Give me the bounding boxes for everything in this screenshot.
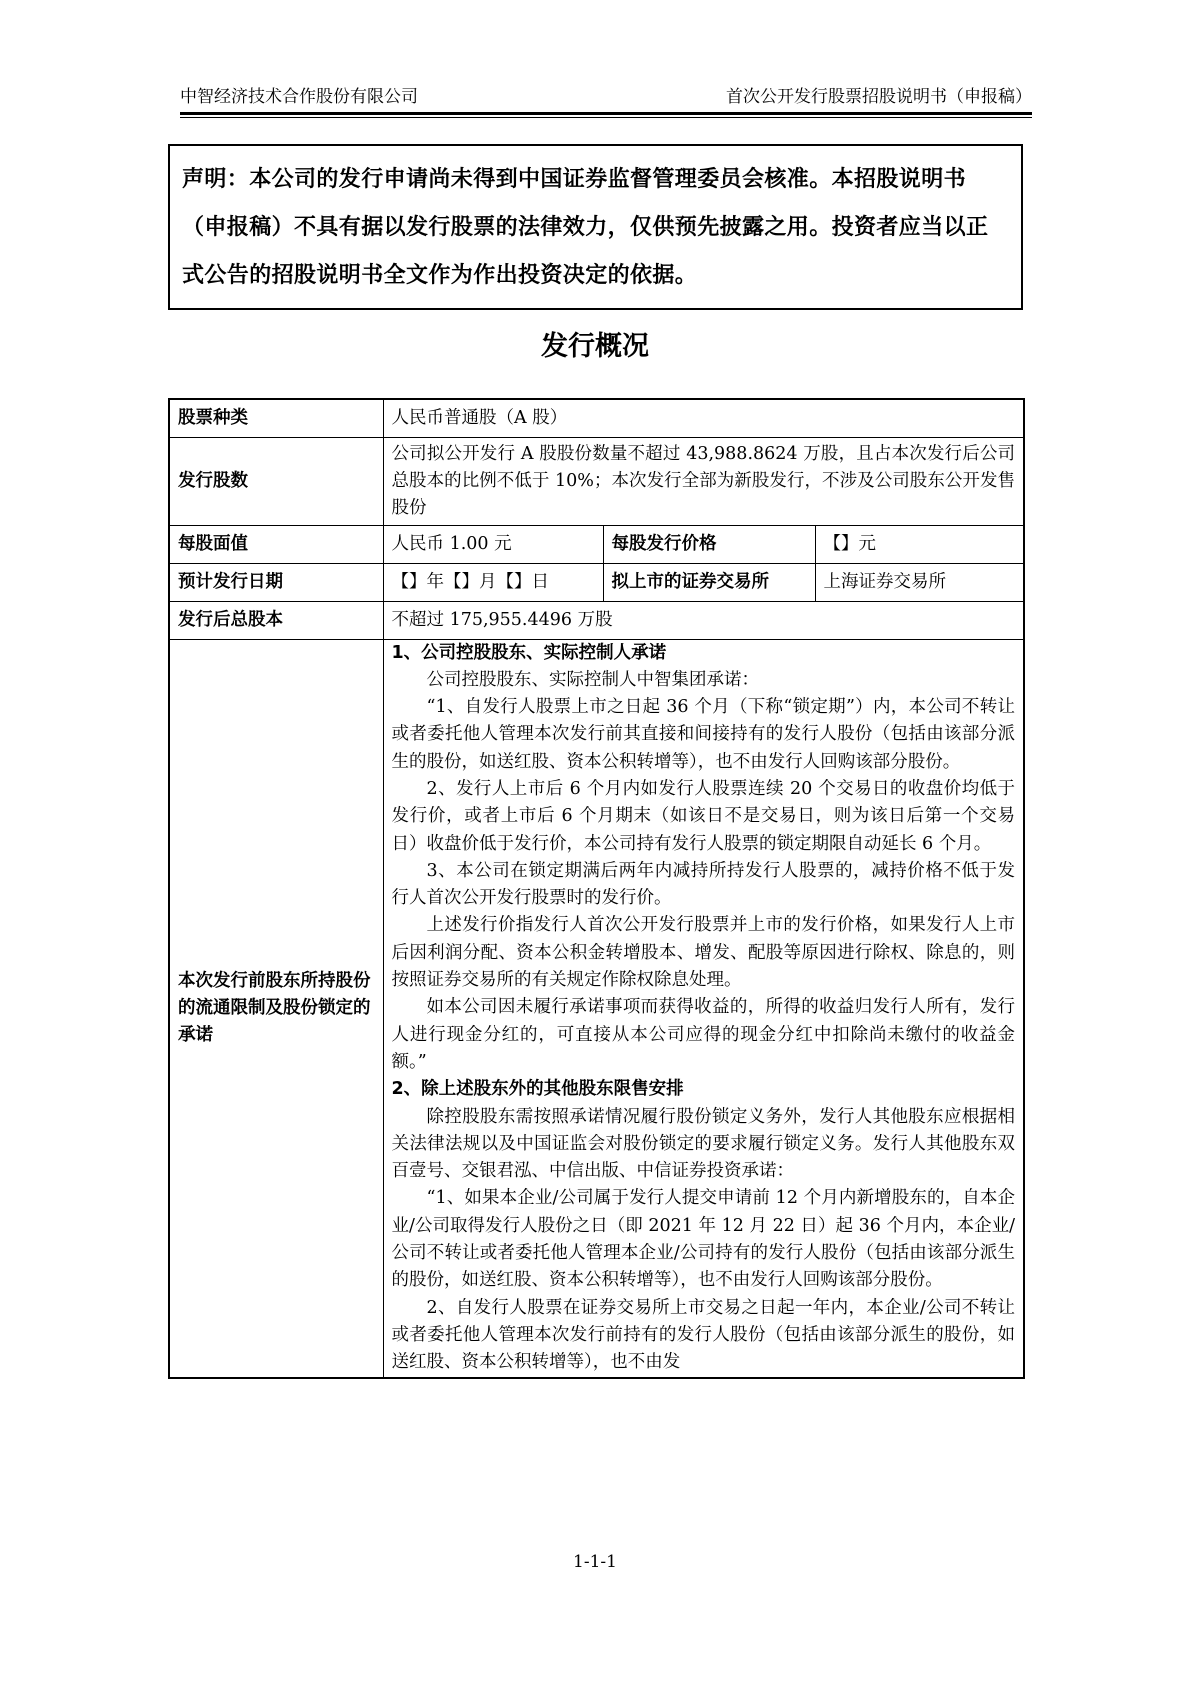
lockup-paragraph: 除控股股东需按照承诺情况履行股份锁定义务外，发行人其他股东应根据相关法律法规以及中国证监会对股份锁定的要求履行锁定义务。发行人其他股东双百壹号、交银君泓、中信出版、中信证券投资承诺： — [391, 1106, 1016, 1182]
header-rule-thin — [180, 117, 1032, 118]
total-shares-value: 不超过 175,955.4496 万股 — [383, 601, 1024, 639]
page-header — [180, 82, 1032, 112]
header-document-title: 首次公开发行股票招股说明书（申报稿） — [726, 87, 1032, 107]
exchange-value: 上海证券交易所 — [815, 563, 1024, 601]
lockup-paragraph: 2、自发行人股票在证券交易所上市交易之日起一年内，本企业/公司不转让或者委托他人管理本次发行前持有的发行人股份（包括由该部分派生的股份，如送红股、资本公积转增等），也不由发 — [391, 1297, 1016, 1373]
issue-shares-label: 发行股数 — [169, 437, 383, 525]
table-row — [169, 525, 1024, 563]
issue-price-label: 每股发行价格 — [603, 525, 815, 563]
lockup-paragraph: 2、发行人上市后 6 个月内如发行人股票连续 20 个交易日的收盘价均低于发行价，或者上市后 6 个月期末（如该日不是交易日，则为该日后第一个交易日）收盘价低于发行价，本公司持有发行人股票的锁定期限自动延长 6 个月。 — [391, 778, 1016, 854]
disclaimer-notice: 声明：本公司的发行申请尚未得到中国证券监督管理委员会核准。本招股说明书（申报稿）不具有据以发行股票的法律效力，仅供预先披露之用。投资者应当以正式公告的招股说明书全文作为作出投资决定的依据。 — [168, 144, 1023, 310]
table-row — [169, 399, 1024, 437]
page-title: 发行概况 — [541, 331, 649, 362]
lockup-section-1-title: 1、公司控股股东、实际控制人承诺 — [391, 642, 667, 663]
issue-price-value: 【】元 — [815, 525, 1024, 563]
lockup-paragraph: 上述发行价指发行人首次公开发行股票并上市的发行价格，如果发行人上市后因利润分配、资本公积金转增股本、增发、配股等原因进行除权、除息的，则按照证券交易所的有关规定作除权除息处理。 — [391, 915, 1016, 991]
table-row — [169, 601, 1024, 639]
lockup-commitments — [383, 639, 1024, 1378]
lockup-paragraph: 公司控股股东、实际控制人中智集团承诺： — [426, 669, 759, 690]
header-rule — [180, 112, 1032, 115]
lockup-paragraph: “1、如果本企业/公司属于发行人提交申请前 12 个月内新增股东的，自本企业/公司取得发行人股份之日（即 2021 年 12 月 22 日）起 36 个月内，本企业/公司不转让或者委托他人管理本企业/公司持有的发行人股份（包括由该部分派生的股份，如送红股、资本公积转增等），也不由发行人回购该部分股份。 — [391, 1188, 1016, 1291]
total-shares-label: 发行后总股本 — [169, 601, 383, 639]
table-row — [169, 639, 1024, 1378]
stock-type-label: 股票种类 — [169, 399, 383, 437]
lockup-paragraph: “1、自发行人股票上市之日起 36 个月（下称“锁定期”）内，本公司不转让或者委托他人管理本次发行前其直接和间接持有的发行人股份（包括由该部分派生的股份，如送红股、资本公积转增等），也不由发行人回购该部分股份。 — [391, 697, 1016, 772]
lockup-section-2-title: 2、除上述股东外的其他股东限售安排 — [391, 1079, 684, 1100]
lockup-paragraph: 如本公司因未履行承诺事项而获得收益的，所得的收益归发行人所有，发行人进行现金分红的，可直接从本公司应得的现金分红中扣除尚未缴付的收益金额。” — [391, 997, 1016, 1072]
issue-date-value: 【】年【】月【】日 — [383, 563, 603, 601]
issue-shares-value: 公司拟公开发行 A 股股份数量不超过 43,988.8624 万股，且占本次发行后公司总股本的比例不低于 10%；本次发行全部为新股发行，不涉及公司股东公开发售股份 — [383, 437, 1024, 525]
exchange-label: 拟上市的证券交易所 — [603, 563, 815, 601]
issuance-overview-table — [168, 398, 1025, 1379]
page-number: 1-1-1 — [573, 1552, 617, 1572]
issue-date-label: 预计发行日期 — [169, 563, 383, 601]
par-value-value: 人民币 1.00 元 — [383, 525, 603, 563]
table-row — [169, 563, 1024, 601]
table-row — [169, 437, 1024, 525]
stock-type-value: 人民币普通股（A 股） — [383, 399, 1024, 437]
header-company-name: 中智经济技术合作股份有限公司 — [180, 87, 418, 107]
lockup-label: 本次发行前股东所持股份的流通限制及股份锁定的承诺 — [169, 639, 383, 1378]
par-value-label: 每股面值 — [169, 525, 383, 563]
lockup-paragraph: 3、本公司在锁定期满后两年内减持所持发行人股票的，减持价格不低于发行人首次公开发行股票时的发行价。 — [391, 860, 1016, 909]
